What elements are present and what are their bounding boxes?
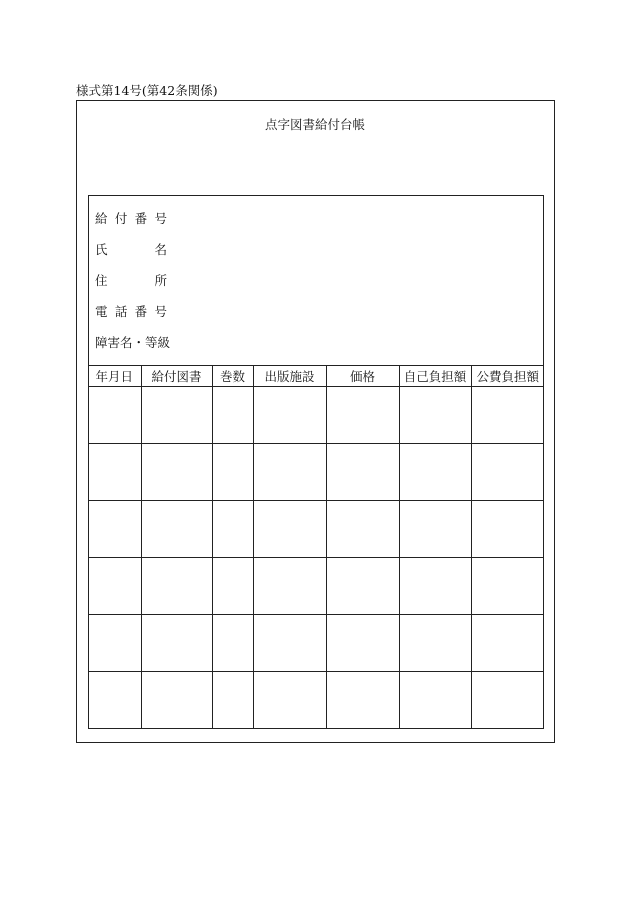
table-cell[interactable]	[253, 444, 326, 501]
table-row	[88, 444, 544, 501]
table-cell[interactable]	[253, 387, 326, 444]
table-cell[interactable]	[212, 387, 253, 444]
table-cell[interactable]	[471, 615, 544, 672]
table-cell[interactable]	[253, 672, 326, 729]
table-cell[interactable]	[399, 444, 471, 501]
header-price: 価格	[326, 366, 399, 387]
table-cell[interactable]	[326, 615, 399, 672]
table-cell[interactable]	[88, 387, 141, 444]
table-cell[interactable]	[212, 501, 253, 558]
table-cell[interactable]	[253, 501, 326, 558]
table-cell[interactable]	[212, 558, 253, 615]
table-row	[88, 387, 544, 444]
table-cell[interactable]	[471, 387, 544, 444]
table-cell[interactable]	[399, 558, 471, 615]
table-cell[interactable]	[88, 672, 141, 729]
table-cell[interactable]	[471, 501, 544, 558]
label-name: 氏 名	[95, 242, 167, 257]
table-cell[interactable]	[326, 558, 399, 615]
label-phone-number: 電 話 番 号	[95, 304, 167, 319]
table-cell[interactable]	[212, 444, 253, 501]
table-cell[interactable]	[253, 615, 326, 672]
form-number: 様式第14号(第42条関係)	[76, 83, 218, 98]
header-self-pay: 自己負担額	[399, 366, 471, 387]
table-cell[interactable]	[326, 672, 399, 729]
table-cell[interactable]	[399, 501, 471, 558]
table-cell[interactable]	[326, 501, 399, 558]
table-cell[interactable]	[141, 672, 212, 729]
table-cell[interactable]	[88, 558, 141, 615]
header-public-pay: 公費負担額	[471, 366, 544, 387]
table-cell[interactable]	[141, 387, 212, 444]
table-cell[interactable]	[471, 558, 544, 615]
table-header-row	[88, 366, 544, 387]
table-cell[interactable]	[141, 444, 212, 501]
label-address: 住 所	[95, 273, 167, 288]
table-cell[interactable]	[141, 558, 212, 615]
header-publisher: 出版施設	[253, 366, 326, 387]
table-cell[interactable]	[212, 615, 253, 672]
table-cell[interactable]	[212, 672, 253, 729]
table-row	[88, 672, 544, 729]
table-cell[interactable]	[141, 501, 212, 558]
table-cell[interactable]	[88, 615, 141, 672]
header-issued-book: 給付図書	[141, 366, 212, 387]
label-disability-grade: 障害名・等級	[95, 335, 171, 350]
table-cell[interactable]	[399, 672, 471, 729]
table-cell[interactable]	[88, 444, 141, 501]
label-issue-number: 給 付 番 号	[95, 211, 167, 226]
table-cell[interactable]	[471, 672, 544, 729]
table-cell[interactable]	[141, 615, 212, 672]
table-cell[interactable]	[471, 444, 544, 501]
header-date: 年月日	[88, 366, 141, 387]
table-row	[88, 501, 544, 558]
table-cell[interactable]	[399, 387, 471, 444]
table-cell[interactable]	[399, 615, 471, 672]
form-title: 点字図書給付台帳	[264, 117, 365, 132]
table-cell[interactable]	[88, 501, 141, 558]
issue-record-table	[88, 365, 544, 729]
table-row	[88, 558, 544, 615]
table-cell[interactable]	[253, 558, 326, 615]
table-cell[interactable]	[326, 444, 399, 501]
header-volumes: 巻数	[212, 366, 253, 387]
table-row	[88, 615, 544, 672]
table-cell[interactable]	[326, 387, 399, 444]
